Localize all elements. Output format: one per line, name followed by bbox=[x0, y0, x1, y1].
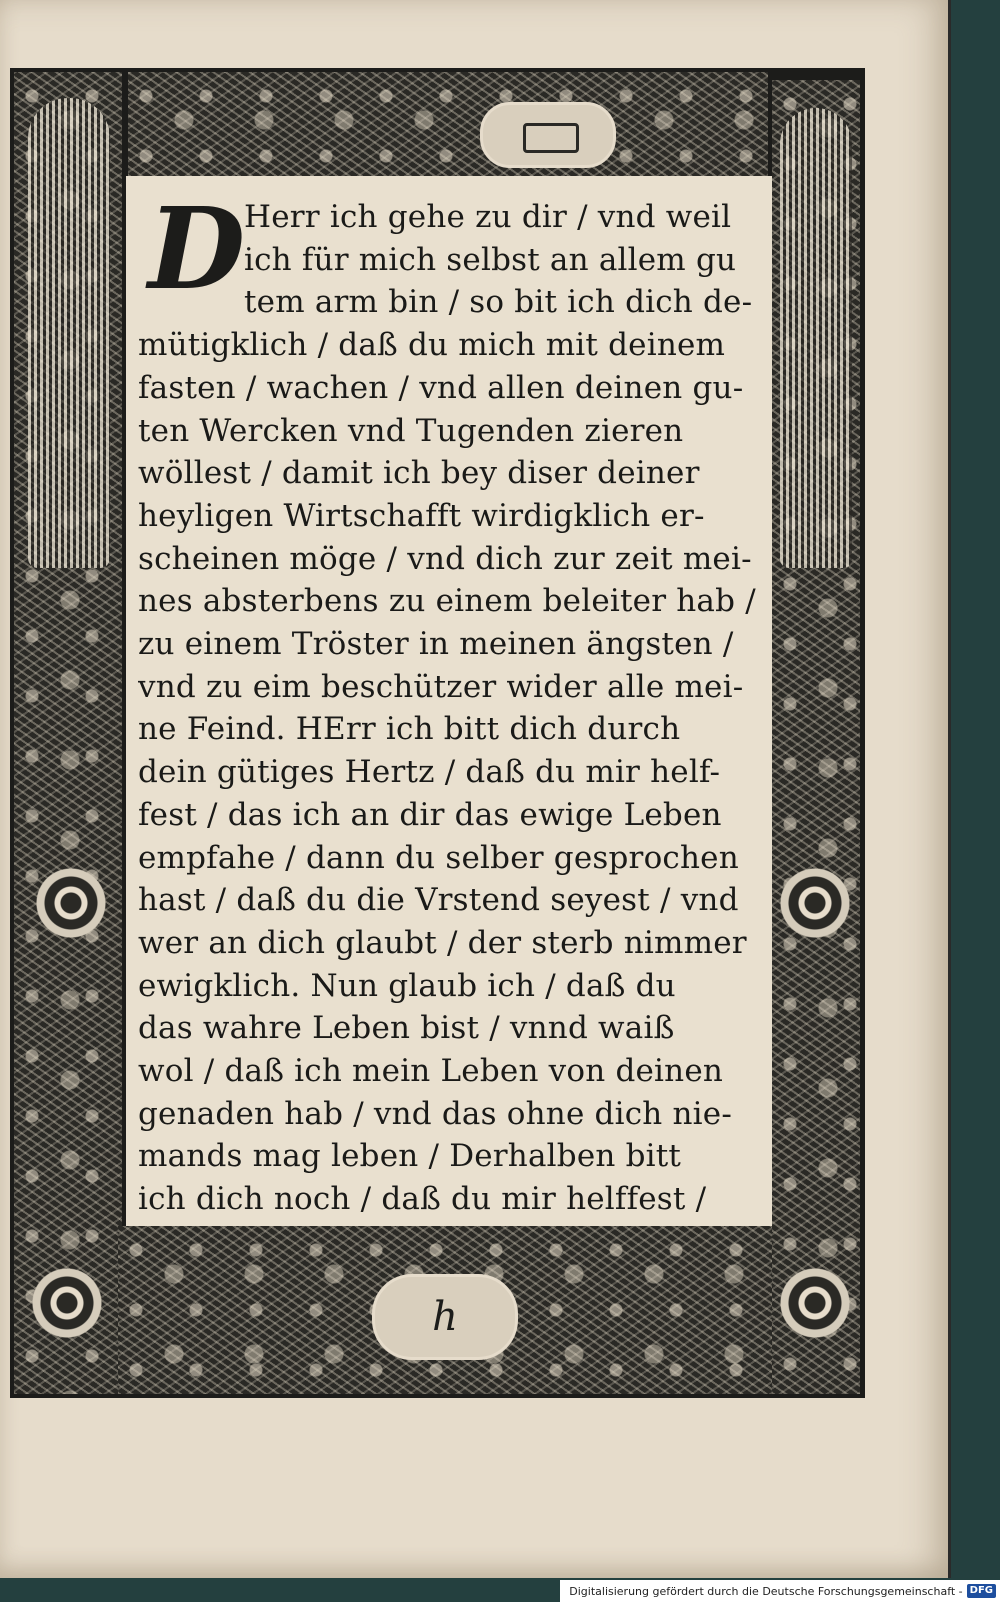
woodcut-border bbox=[10, 68, 865, 1398]
madonna-figure-icon bbox=[28, 98, 110, 568]
text-line: ne Feind. HErr ich bitt dich durch bbox=[138, 711, 681, 748]
text-line: wer an dich glaubt / der sterb nimmer bbox=[138, 924, 747, 961]
text-line: empfahe / dann du selber gesprochen bbox=[138, 839, 739, 876]
text-line: zu einem Tröster in meinen ängsten / bbox=[138, 626, 734, 662]
footer-credit bbox=[560, 1580, 1000, 1602]
text-line: wöllest / damit ich bey diser deiner bbox=[138, 455, 700, 492]
text-line: fasten / wachen / vnd allen deinen gu- bbox=[138, 369, 744, 406]
text-line: mands mag leben / Derhalben bitt bbox=[138, 1138, 682, 1175]
text-line: fest / das ich an dir das ewige Leben bbox=[138, 796, 722, 833]
text-line: genaden hab / vnd das ohne dich nie- bbox=[138, 1095, 732, 1132]
bottom-border-ornament bbox=[118, 1226, 772, 1394]
text-line: ewigklich. Nun glaub ich / daß du bbox=[138, 967, 676, 1004]
text-line: das wahre Leben bist / vnnd waiß bbox=[138, 1010, 675, 1047]
text-block bbox=[126, 176, 772, 1226]
text-line: tem arm bin / so bit ich dich de- bbox=[244, 284, 753, 321]
text-line: dein gütiges Hertz / daß du mir helf- bbox=[138, 754, 721, 791]
rosette-icon bbox=[780, 1268, 850, 1338]
text-line: mütigklich / daß du mich mit deinem bbox=[138, 327, 726, 364]
text-line: vnd zu eim beschützer wider alle mei- bbox=[138, 668, 744, 705]
top-medallion-icon bbox=[480, 102, 616, 168]
rosette-icon bbox=[36, 868, 106, 938]
rosette-icon bbox=[32, 1268, 102, 1338]
text-line: scheinen möge / vnd dich zur zeit mei- bbox=[138, 540, 752, 577]
text-line: heyligen Wirtschafft wirdigklich er- bbox=[138, 497, 705, 534]
saint-figure-icon bbox=[780, 108, 852, 568]
text-line: ich dich noch / daß du mir helffest / bbox=[138, 1181, 707, 1218]
footer-text: Digitalisierung gefördert durch die Deutsche Forschungsgemeinschaft - bbox=[569, 1584, 963, 1598]
decorated-initial: D bbox=[148, 184, 246, 315]
text-line: hast / daß du die Vrstend seyest / vnd bbox=[138, 882, 739, 919]
text-line: ich für mich selbst an allem gu bbox=[244, 241, 737, 278]
top-border-ornament bbox=[128, 72, 768, 176]
text-line: wol / daß ich mein Leben von deinen bbox=[138, 1053, 724, 1089]
rosette-icon bbox=[780, 868, 850, 938]
text-line: ten Wercken vnd Tugenden zieren bbox=[138, 412, 684, 449]
signature-mark: h bbox=[432, 1294, 458, 1340]
text-line: nes absterbens zu einem beleiter hab / bbox=[138, 583, 756, 620]
text-line: Herr ich gehe zu dir / vnd weil bbox=[244, 199, 732, 235]
signature-medallion bbox=[372, 1274, 518, 1360]
dfg-logo-icon: DFG bbox=[967, 1584, 996, 1598]
